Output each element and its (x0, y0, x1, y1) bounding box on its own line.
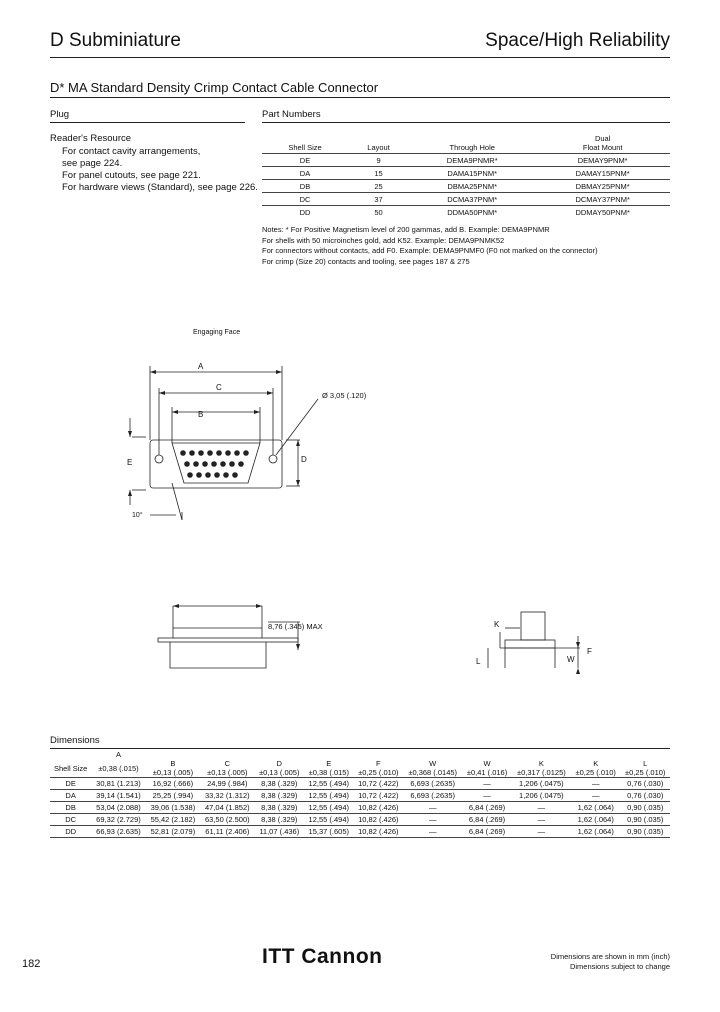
mounting-hole-left (155, 455, 163, 463)
contact-body (521, 612, 545, 640)
table-cell: DEMAY9PNM* (535, 154, 670, 167)
column-header: F ±0,25 (.010) (354, 759, 404, 778)
dim-label-d: D (301, 455, 307, 464)
dimensions-rule (50, 748, 670, 749)
table-cell: 6,693 (.2635) (403, 778, 462, 790)
table-cell: 1,206 (.0475) (512, 778, 571, 790)
table-cell: 47,04 (1.852) (200, 802, 254, 814)
table-row (50, 814, 670, 826)
table-cell: DCMA37PNM* (409, 193, 535, 206)
dim-label-a: A (198, 362, 204, 371)
table-cell: 66,93 (2.635) (91, 826, 145, 838)
table-cell: 1,62 (.064) (571, 802, 620, 814)
table-cell: — (571, 778, 620, 790)
category-title: Space/High Reliability (485, 30, 670, 51)
column-header: D ±0,13 (.005) (255, 759, 304, 778)
table-cell: 12,55 (.494) (304, 802, 354, 814)
table-cell: 39,06 (1.538) (146, 802, 200, 814)
table-cell: 25,25 (.994) (146, 790, 200, 802)
table-cell: 39,14 (1.541) (91, 790, 145, 802)
table-cell: DA (262, 167, 348, 180)
note-line: For shells with 50 microinches gold, add K52. Example: DEMA9PNMK52 (262, 235, 505, 245)
resource-title: Reader's Resource (50, 133, 132, 144)
column-header: E ±0,38 (.015) (304, 759, 354, 778)
table-cell: 8,38 (.329) (255, 790, 304, 802)
column-header: Layout (348, 133, 409, 154)
table-cell: — (462, 778, 511, 790)
angle-line (172, 483, 182, 520)
table-cell: — (403, 826, 462, 838)
column-header: C ±0,13 (.005) (200, 759, 254, 778)
mounting-hole-right (269, 455, 277, 463)
side-body (173, 628, 262, 638)
dimensions-title: Dimensions (50, 735, 100, 746)
table-cell: — (403, 814, 462, 826)
footer-note-line: Dimensions subject to change (569, 962, 670, 971)
note-line: For connectors without contacts, add F0. Example: DEMA9PNMF0 (F0 not marked on the connector) (262, 246, 598, 255)
table-cell: 10,82 (.426) (354, 802, 404, 814)
note-line: Notes: * For Positive Magnetism level of 200 gammas, add B. Example: DEMA9PNMR (262, 225, 550, 234)
table-cell: 10,72 (.422) (354, 790, 404, 802)
table-cell: DAMAY15PNM* (535, 167, 670, 180)
table-cell: DB (50, 802, 91, 814)
dim-label-c: C (216, 383, 222, 392)
table-cell: 1,206 (.0475) (512, 790, 571, 802)
table-cell: 0,90 (.035) (620, 826, 670, 838)
side-flange (158, 638, 298, 642)
table-cell: DD (262, 206, 348, 219)
table-row (50, 778, 670, 790)
table-cell: 50 (348, 206, 409, 219)
table-cell: 1,62 (.064) (571, 826, 620, 838)
column-header: Shell Size (262, 133, 348, 154)
dim-label-k: K (494, 620, 500, 629)
table-cell: 61,11 (2.406) (200, 826, 254, 838)
table-row (50, 802, 670, 814)
column-header: Through Hole (409, 133, 535, 154)
contact-pins (180, 450, 249, 478)
table-cell: 30,81 (1.213) (91, 778, 145, 790)
table-cell: DD (50, 826, 91, 838)
column-header (50, 750, 91, 759)
column-header: W ±0,41 (.016) (462, 759, 511, 778)
table-cell: — (462, 790, 511, 802)
table-cell: 69,32 (2.729) (91, 814, 145, 826)
table-cell: DE (50, 778, 91, 790)
table-cell: 6,84 (.269) (462, 826, 511, 838)
footer-note-line: Dimensions are shown in mm (inch) (550, 952, 670, 961)
engaging-face-label: Engaging Face (193, 329, 241, 336)
table-cell: 16,92 (.666) (146, 778, 200, 790)
table-cell: 8,38 (.329) (255, 802, 304, 814)
dim-label-f: F (587, 647, 592, 656)
table-cell: 6,84 (.269) (462, 814, 511, 826)
hole-dim-label: Ø 3,05 (.120) (322, 391, 367, 400)
table-cell: — (571, 790, 620, 802)
table-cell: DBMAY25PNM* (535, 180, 670, 193)
table-cell: DE (262, 154, 348, 167)
dim-label-l: L (476, 657, 481, 666)
resource-line: For contact cavity arrangements, (62, 146, 201, 157)
table-cell: 9 (348, 154, 409, 167)
table-cell: 0,76 (.030) (620, 778, 670, 790)
table-cell: — (403, 802, 462, 814)
max-dim-label: 8,76 (.345) MAX (268, 622, 323, 631)
column-header: K ±0,25 (.010) (571, 759, 620, 778)
table-cell: 0,90 (.035) (620, 802, 670, 814)
table-cell: 15,37 (.605) (304, 826, 354, 838)
plug-label: Plug (50, 109, 70, 120)
resource-line: For panel cutouts, see page 221. (62, 170, 201, 181)
table-cell: DBMA25PNM* (409, 180, 535, 193)
table-cell: 53,04 (2.088) (91, 802, 145, 814)
column-header: L ±0,25 (.010) (620, 759, 670, 778)
column-header: ±0,38 (.015) (91, 759, 145, 778)
note-line: For crimp (Size 20) contacts and tooling, see pages 187 & 275 (262, 256, 470, 266)
table-cell: DA (50, 790, 91, 802)
footer-note (551, 952, 670, 972)
table-cell: — (512, 826, 571, 838)
part-numbers-title: Part Numbers (262, 109, 321, 120)
resource-line: For hardware views (Standard), see page 226. (62, 182, 258, 193)
table-cell: 33,32 (1.312) (200, 790, 254, 802)
table-cell: DAMA15PNM* (409, 167, 535, 180)
table-cell: DDMA50PNM* (409, 206, 535, 219)
page-number: 182 (22, 958, 41, 970)
table-cell: DCMAY37PNM* (535, 193, 670, 206)
table-cell: 37 (348, 193, 409, 206)
page-title: D* MA Standard Density Crimp Contact Cable Connector (50, 80, 379, 95)
table-cell: 8,38 (.329) (255, 814, 304, 826)
table-cell: — (512, 802, 571, 814)
table-cell: 6,84 (.269) (462, 802, 511, 814)
table-cell: 0,90 (.035) (620, 814, 670, 826)
dim-label-e: E (127, 458, 133, 467)
table-row (50, 826, 670, 838)
table-cell: 1,62 (.064) (571, 814, 620, 826)
table-cell: DB (262, 180, 348, 193)
column-header-top: Dual (594, 134, 611, 143)
table-cell: 12,55 (.494) (304, 778, 354, 790)
table-cell: DC (262, 193, 348, 206)
table-cell: DEMA9PNMR* (409, 154, 535, 167)
column-header: A (115, 750, 121, 759)
table-cell: 8,38 (.329) (255, 778, 304, 790)
table-cell: 25 (348, 180, 409, 193)
table-cell: 10,82 (.426) (354, 814, 404, 826)
table-cell: DDMAY50PNM* (535, 206, 670, 219)
column-header: W ±0,368 (.0145) (403, 759, 462, 778)
table-cell: 24,99 (.984) (200, 778, 254, 790)
table-cell: 11,07 (.436) (255, 826, 304, 838)
column-header-bottom: Float Mount (582, 143, 623, 152)
resource-line: see page 224. (62, 158, 123, 169)
section-title: D Subminiature (50, 30, 181, 51)
table-cell: 6,693 (.2635) (403, 790, 462, 802)
table-cell: 15 (348, 167, 409, 180)
brand-logo: ITT Cannon (262, 945, 383, 968)
table-cell: 52,81 (2.079) (146, 826, 200, 838)
column-header: B ±0,13 (.005) (146, 759, 200, 778)
table-cell: 55,42 (2.182) (146, 814, 200, 826)
table-cell: 12,55 (.494) (304, 790, 354, 802)
angle-label: 10° (132, 512, 143, 519)
side-plug (170, 642, 266, 668)
contact-flange (505, 640, 555, 648)
table-row (50, 790, 670, 802)
table-cell: — (512, 814, 571, 826)
table-cell: 10,82 (.426) (354, 826, 404, 838)
dim-label-w: W (567, 655, 575, 664)
dimensions-table (50, 750, 670, 838)
table-cell: 10,72 (.422) (354, 778, 404, 790)
table-cell: 0,76 (.030) (620, 790, 670, 802)
table-cell: DC (50, 814, 91, 826)
column-header: Shell Size (50, 759, 91, 778)
dim-label-b: B (198, 410, 204, 419)
table-cell: 12,55 (.494) (304, 814, 354, 826)
column-header: K ±0,317 (.0125) (512, 759, 571, 778)
table-cell: 63,50 (2.500) (200, 814, 254, 826)
